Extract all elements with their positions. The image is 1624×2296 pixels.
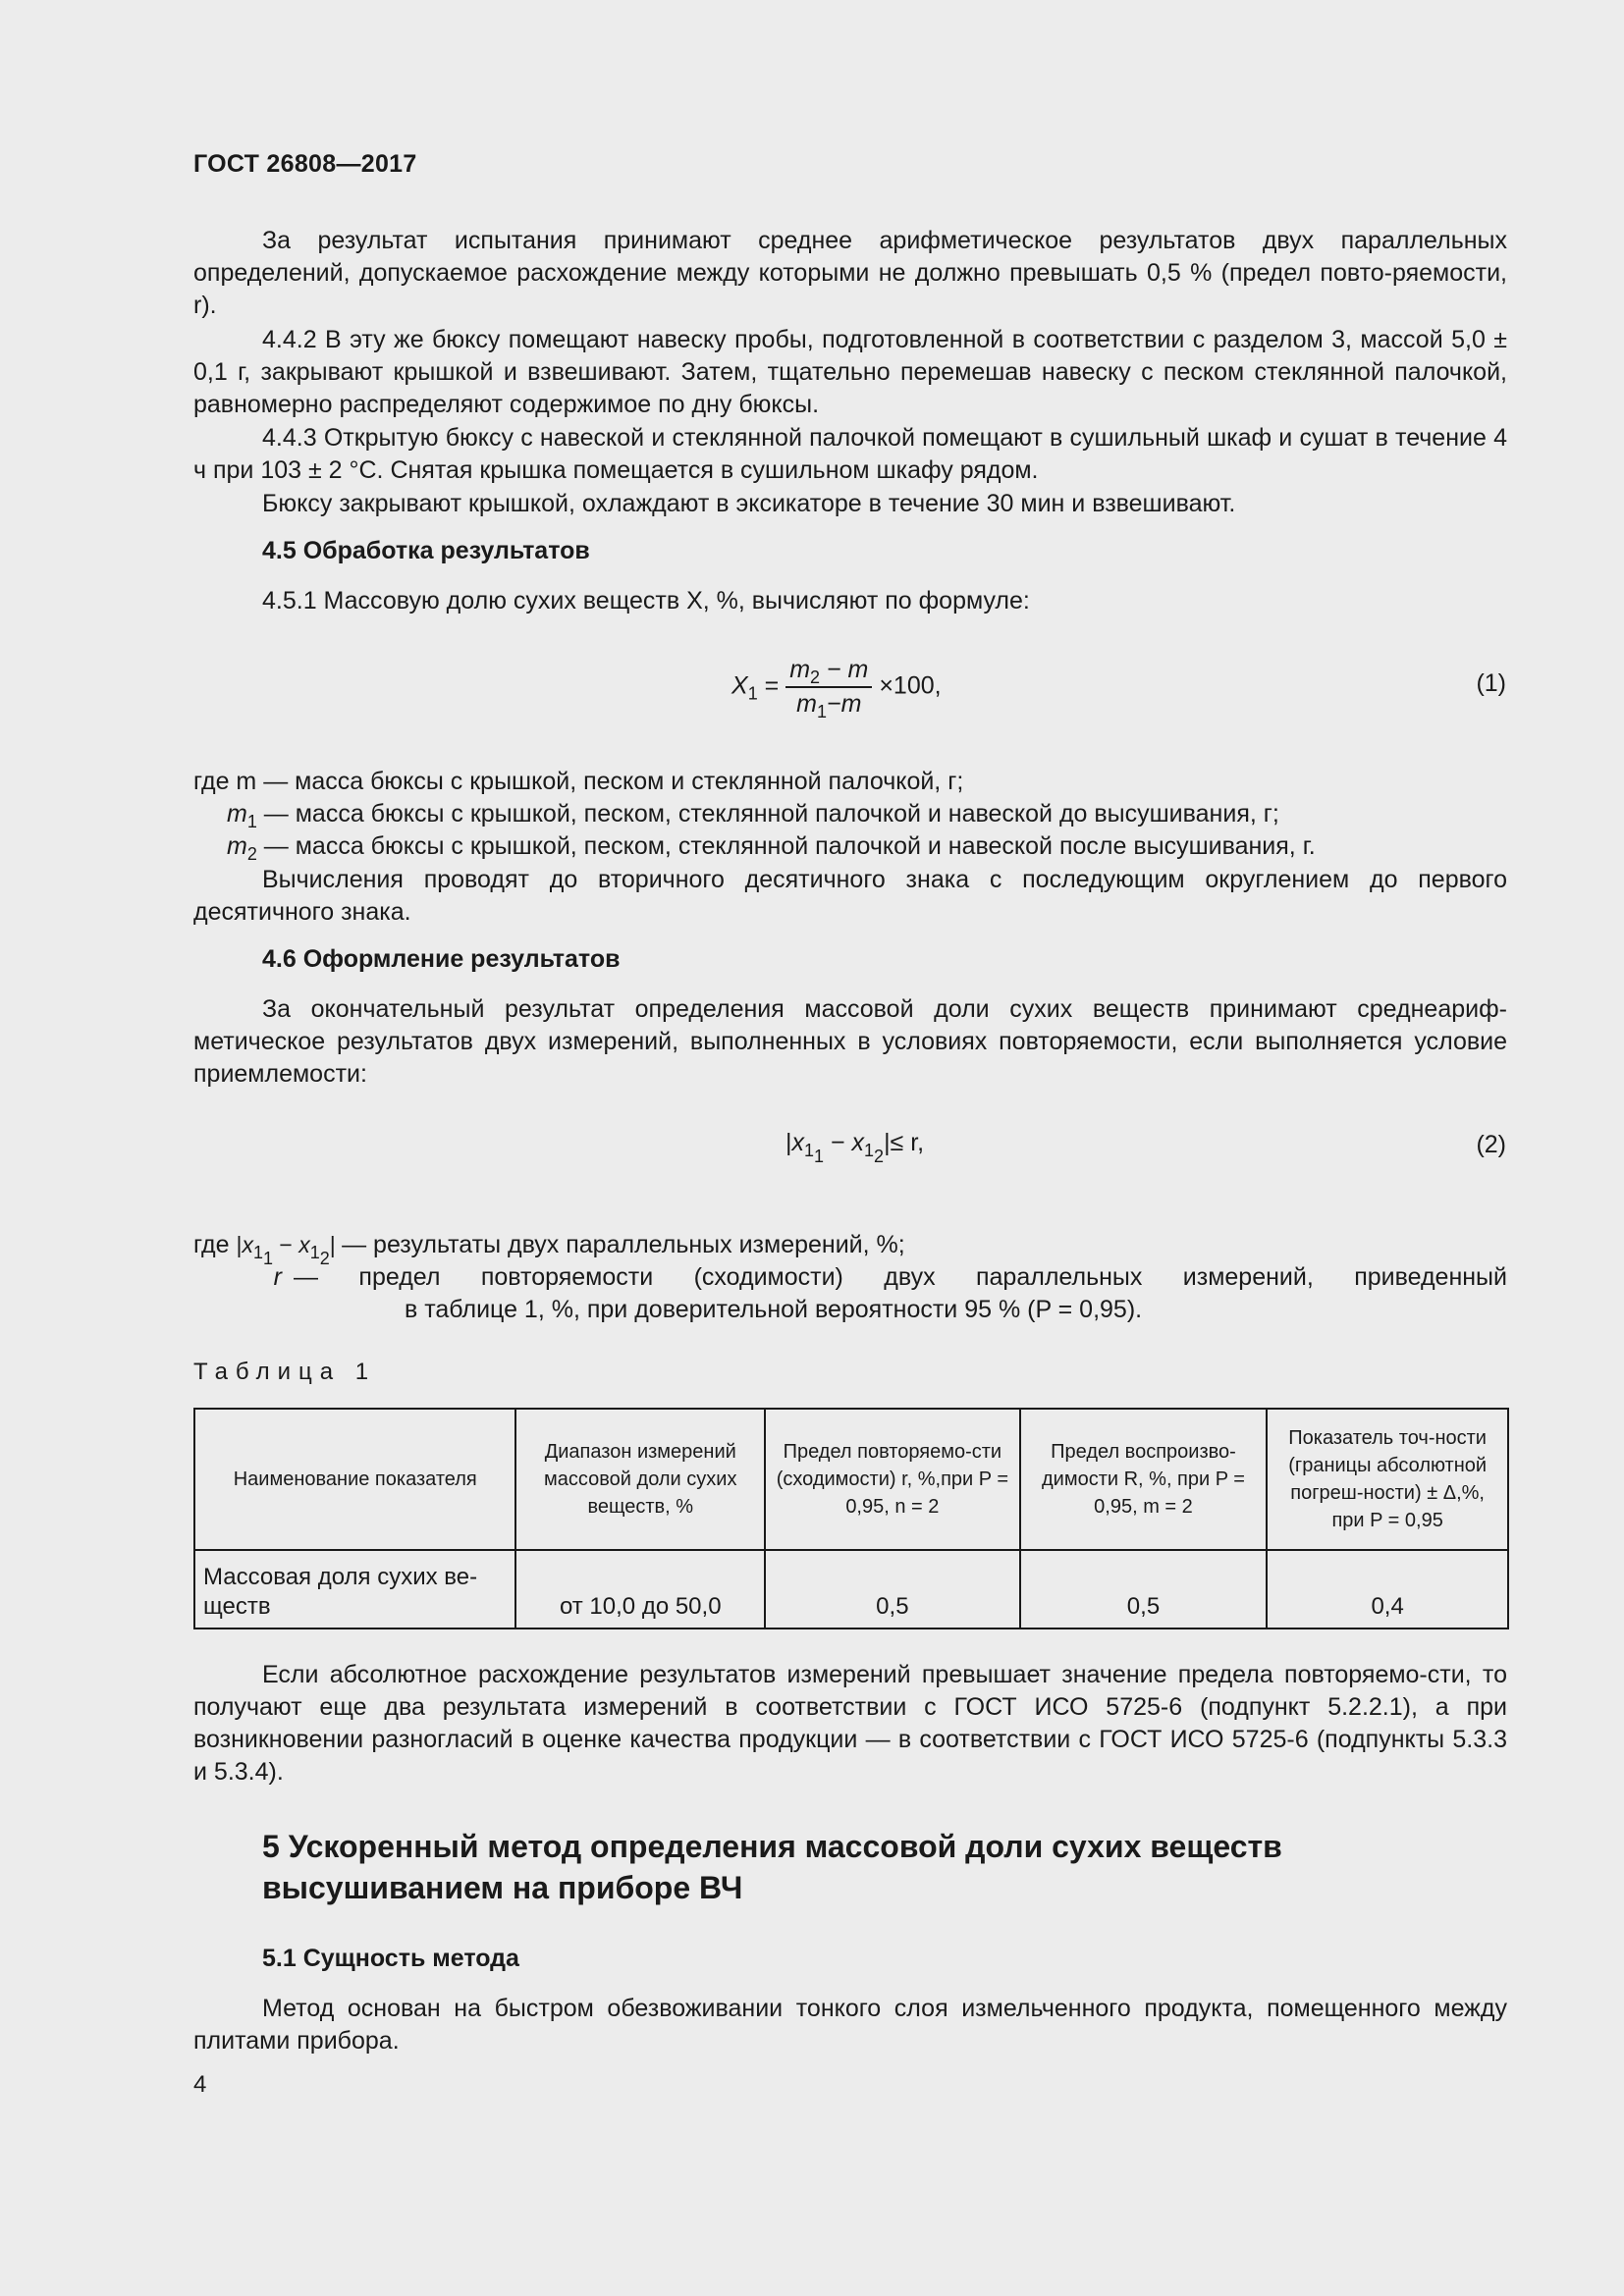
formula-1: $X_1$ = $\frac{m_2 - m}{m_1-m}$ ×100, [731,656,942,721]
def-m2-sub: 2 [246,844,257,864]
paragraph-4-4-2: 4.4.2 В эту же бюксу помещают навеску пробы, подготовленной в соответствии с разделом 3, массой 5,0 ± 0,1 г, закрывают крышкой и взвешивают. Затем, тщательно перемешав навеску с песком стеклянной палочкой, равномерно распределяют содержимое по дну бюксы. [193,326,1507,418]
def-abs: где $|x_{1_1} - x_{1_2}|$ — результаты двух параллельных измерений, %; [193,1231,905,1268]
section-5-1-title: 5.1 Сущность метода [262,1945,519,1972]
table-cell: от 10,0 до 50,0 [515,1550,765,1629]
paragraph-4-4-3-cont: Бюксу закрывают крышкой, охлаждают в эксикаторе в течение 30 мин и взвешивают. [262,490,1236,517]
formula-2-bar-left: | [785,1129,792,1156]
standard-header: ГОСТ 26808—2017 [193,150,417,178]
formula-1-number: (1) [1476,669,1506,697]
paragraph-calc: Вычисления проводят до вторичного десятичного знака с последующим округлением до первого десятичного знака. [193,866,1507,926]
table-header-cell: Предел повторяемо-сти (сходимости) r, %,при P = 0,95, n = 2 [765,1409,1020,1550]
paragraph-5-1: Метод основан на быстром обезвоживании тонкого слоя измельченного продукта, помещенного между плитами прибора. [193,1995,1507,2055]
table-cell: 0,4 [1267,1550,1508,1629]
paragraph-4-6: За окончательный результат определения массовой доли сухих веществ принимают среднеариф-метическое результатов двух измерений, выполненных в условиях повторяемости, если выполняется условие приемлемости: [193,995,1507,1088]
formula-2-number: (2) [1476,1131,1506,1158]
def-m1 [193,798,1507,830]
formula-1-lhs: X [731,671,748,700]
table-cell: Массовая доля сухих ве-ществ [194,1550,515,1629]
formula-1-num-sub: 2 [810,667,821,687]
table-1-caption: Таблица 1 [193,1359,377,1385]
def-abs-sub2: 1 [309,1243,320,1262]
table-1 [193,1408,1509,1629]
definitions-formula-1 [193,766,1507,863]
table-header-cell: Показатель точ-ности (границы абсолютной погреш-ности) ± Δ,%, при P = 0,95 [1267,1409,1508,1550]
def-abs-x1: x [242,1232,253,1257]
def-r [193,1261,1507,1294]
section-5-title [262,1826,1440,1908]
section-4-6-title: 4.6 Оформление результатов [262,945,621,973]
paragraph-4-5-1: 4.5.1 Массовую долю сухих веществ X, %, вычисляют по формуле: [262,587,1030,614]
section-5-title-line2: высушиванием на приборе ВЧ [262,1870,743,1905]
def-abs-where: где [193,1231,230,1258]
definitions-formula-2 [193,1229,1507,1326]
table-header-cell: Диапазон измерений массовой доли сухих веществ, % [515,1409,765,1550]
def-m1-symbol: m [227,800,247,828]
formula-1-den-op: −m [826,690,862,718]
formula-2-x1: x [791,1129,804,1156]
section-4-5-title: 4.5 Обработка результатов [262,537,590,564]
def-m2-symbol: m [227,832,247,860]
formula-2-bar-right: |≤ r, [884,1129,925,1156]
paragraph-after-table: Если абсолютное расхождение результатов измерений превышает значение предела повторяемо-сти, то получают еще два результата измерений в соответствии с ГОСТ ИСО 5725-6 (подпункт 5.2.2.1), а при возникновении разногласий в оценке качества продукции — в соответствии с ГОСТ ИСО 5725-6 (подпункты 5.3.3 и 5.3.4). [193,1661,1507,1786]
def-r-symbol: r [273,1263,282,1291]
def-abs-minus: − [272,1232,299,1257]
def-abs-subsub1: 1 [262,1249,273,1268]
formula-1-den-m: m [796,690,817,718]
formula-2-sub1: 1 [804,1141,815,1160]
def-abs-subsub2: 2 [319,1249,330,1268]
formula-1-fraction [785,656,872,719]
def-r-cont: в таблице 1, %, при доверительной вероятности 95 % (P = 0,95). [405,1296,1143,1323]
def-m1-sub: 1 [246,812,257,831]
def-m: где m — масса бюксы с крышкой, песком и стеклянной палочкой, г; [193,768,964,795]
table-cell: 0,5 [1020,1550,1268,1629]
paragraph-4-4-3: 4.4.3 Открытую бюксу с навеской и стеклянной палочкой помещают в сушильный шкаф и сушат в течение 4 ч при 103 ± 2 °С. Снятая крышка помещается в сушильном шкафу рядом. [193,424,1507,484]
table-header-cell: Наименование показателя [194,1409,515,1550]
formula-2-minus: − [824,1129,852,1156]
def-abs-x2: x [298,1232,310,1257]
section-5-title-line1: 5 Ускоренный метод определения массовой доли сухих веществ [262,1829,1282,1864]
def-m1-text: — масса бюксы с крышкой, песком, стеклянной палочкой и навеской до высушивания, г; [263,800,1279,828]
table-cell: 0,5 [765,1550,1020,1629]
page-number: 4 [193,2071,207,2098]
formula-1-num-op: − m [820,656,869,683]
formula-2-subsub1: 1 [814,1147,825,1166]
def-abs-sub1: 1 [252,1243,263,1262]
def-m2 [193,830,1507,863]
table-row [194,1550,1508,1629]
def-r-text: — предел повторяемости (сходимости) двух параллельных измерений, приведенный [294,1263,1507,1291]
formula-2-x2: x [851,1129,865,1156]
def-m2-text: — масса бюксы с крышкой, песком, стеклянной палочкой и навеской после высушивания, г. [263,832,1316,860]
paragraph-result: За результат испытания принимают среднее арифметическое результатов двух параллельных определений, допускаемое расхождение между которыми не должно превышать 0,5 % (предел повто-ряемости, r). [193,227,1507,319]
table-header-cell: Предел воспроизво-димости R, %, при P = 0,95, m = 2 [1020,1409,1268,1550]
formula-1-num-m: m [789,656,811,683]
formula-2-sub2: 1 [864,1141,875,1160]
formula-2-subsub2: 2 [874,1147,885,1166]
def-abs-text: — результаты двух параллельных измерений, %; [342,1231,905,1258]
formula-2 [785,1129,925,1166]
formula-1-lhs-sub: 1 [747,683,758,704]
formula-1-den-sub: 1 [816,702,827,721]
formula-1-tail: ×100, [879,671,942,700]
